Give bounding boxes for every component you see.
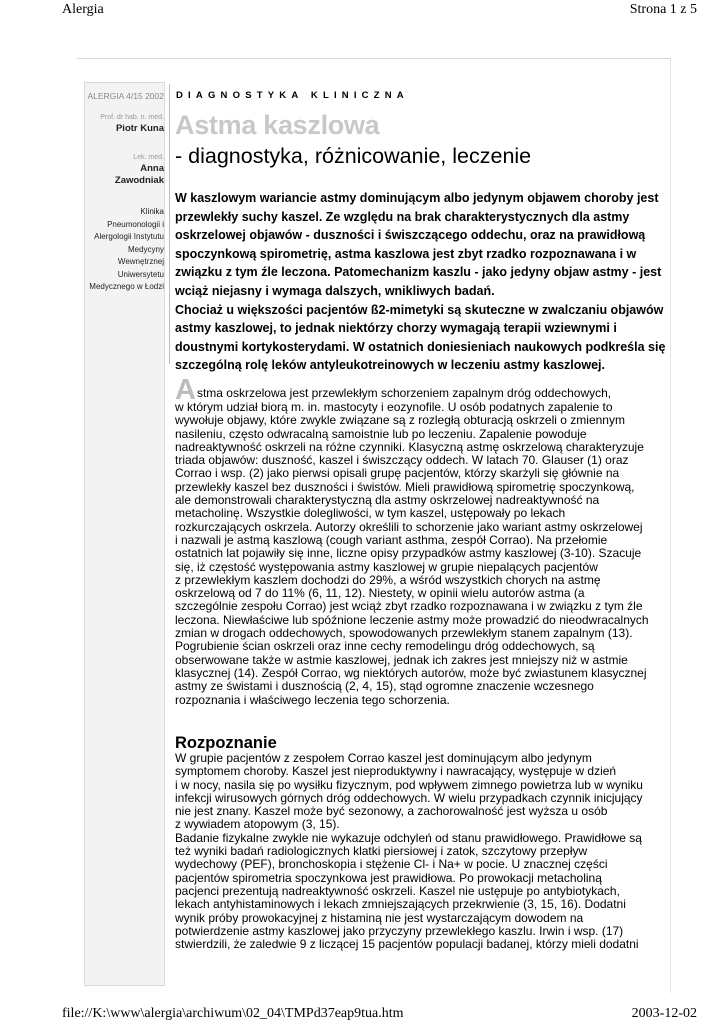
body-line: potwierdzenie astmy kaszlowej jako przyczyny przewlekłego kaszlu. Irwin i wsp. (17) xyxy=(175,923,624,938)
body-line: stma oskrzelowa jest przewlekłym schorzeniem zapalnym dróg oddechowych, xyxy=(196,386,612,400)
body-line: ostatnich lat pojawiły się inne, liczne opisy przypadków astmy kaszlowej (3-10). Szacuje xyxy=(175,546,642,561)
body-line: z wywiadem atopowym (3, 15). xyxy=(175,817,340,832)
body-line: pacjenci prezentują nadreaktywność oskrzeli. Kaszel nie ustępuje po antybiotykach, xyxy=(175,883,620,898)
author1-name: Piotr Kuna xyxy=(115,123,164,134)
body-line: rozkurczających oskrzela. Autorzy określili to schorzenie jako wariant astmy oskrzelowej xyxy=(175,519,643,534)
body-line: triada objawów: duszność, kaszel i świszczący oddech. W latach 70. Glauser (1) oraz xyxy=(175,453,629,468)
body-line: nasileniu, często odwracalną samoistnie lub po leczeniu. Zapalenie powoduje xyxy=(175,426,587,441)
body-line: oskrzelową od 7 do 11% (6, 11, 12). Niestety, w opinii wielu autorów astma (a xyxy=(175,586,585,601)
body-line: metacholinę. Wszystkie dolegliwości, w tym kaszel, ustępowały po lekach xyxy=(175,506,566,521)
body-line: nadreaktywność oskrzeli na różne czynniki. Klasyczną astmę oskrzelową charakteryzuje xyxy=(175,439,644,454)
abstract-line: spoczynkową spirometrię, astma kaszlowa jest zbyt rzadko rozpoznawana i w xyxy=(175,246,637,261)
article-body-diagnosis xyxy=(175,752,667,951)
abstract-line: związku z tym źle leczona. Patomechanizm kaszlu - jako jedyny objaw astmy - jest xyxy=(175,265,662,280)
abstract-line: wciąż niejasny i wymaga dalszych, wnikliwych badań. xyxy=(175,283,495,298)
body-line: obserwowane także w astmie kaszlowej, jednak ich zakres jest mniejszy niż w astmie xyxy=(175,652,628,667)
body-line: wynik próby prowokacyjnej z histaminą nie jest wystarczającym dowodem na xyxy=(175,910,584,925)
body-line: leczona. Niewłaściwe lub spóźnione leczenie astmy może prowadzić do nieodwracalnych xyxy=(175,612,649,627)
affiliation-line: Klinika xyxy=(140,207,164,216)
author2-name-line: Zawodniak xyxy=(114,175,164,186)
abstract-line: W kaszlowym wariancie astmy dominującym albo jedynym objawem choroby jest xyxy=(175,191,659,205)
article-abstract xyxy=(175,189,667,375)
body-line: lekach antyhistaminowych i lekach zmniejszających przekrwienie (3, 15, 16). Dodatni xyxy=(175,897,626,912)
affiliation-line: Wewnętrznej xyxy=(117,257,164,266)
abstract-line: astmy kaszlowej, to jednak niektórzy chorzy wymagają terapii wziewnymi i xyxy=(175,321,617,336)
abstract-line: oskrzelowej objawów - duszności i świszczącego oddechu, oraz na prawidłową xyxy=(175,228,646,243)
body-line: nie jest znany. Kaszel może być sezonowy, a zachorowalność jest wyższa u osób xyxy=(175,804,608,819)
section-heading-rozpoznanie: Rozpoznanie xyxy=(175,734,277,752)
body-line: rozpoznania i właściwego leczenia tego schorzenia. xyxy=(175,692,450,707)
body-line: z przewlekłym kaszlem dochodzi do 29%, a wśród wszystkich chorych na astmę xyxy=(175,572,601,587)
author2-degree: Lek. med. xyxy=(133,154,164,161)
body-line: się, iż częstość występowania astmy kaszlowej w grupie niepalących pacjentów xyxy=(175,559,598,574)
browser-footer-path: file://K:\www\alergia\archiwum\02_04\TMPd37eap9tua.htm xyxy=(62,1006,404,1021)
abstract-line: Chociaż u większości pacjentów ß2-mimetyki są skuteczne w zwalczaniu objawów xyxy=(175,302,664,317)
body-line: szczególnie zespołu Corrao) jest wciąż zbyt rzadko rozpoznawana i w związku z tym źle xyxy=(175,599,643,614)
article-subtitle: - diagnostyka, różnicowanie, leczenie xyxy=(175,144,532,168)
author2-name-line: Anna xyxy=(140,163,164,174)
author-affiliation xyxy=(80,206,164,294)
body-line: wywołuje objawy, które zwykle związane są z rozległą obturacją oskrzeli o zmiennym xyxy=(175,413,625,428)
body-line: symptomem choroby. Kaszel jest nieproduktywny i nawracający, występuje w dzień xyxy=(175,764,617,779)
body-line: W grupie pacjentów z zespołem Corrao kaszel jest dominującym albo jedynym xyxy=(175,751,592,765)
abstract-line: przewlekły suchy kaszel. Ze względu na brak charakterystycznych dla astmy xyxy=(175,209,630,224)
affiliation-line: Uniwersytetu xyxy=(117,269,164,279)
abstract-line: szczególną rolę leków antyleukotreinowych w leczeniu astmy kaszlowej. xyxy=(175,358,606,373)
affiliation-line: Pneumonologii i xyxy=(107,219,164,229)
body-line: zmian w drogach oddechowych, spowodowanych przewlekłym stanem zapalnym (13). xyxy=(175,626,633,641)
author1-degree: Prof. dr hab. n. med. xyxy=(100,114,164,121)
browser-header-page-number: Strona 1 z 5 xyxy=(629,2,697,17)
body-line: pacjentów spirometria spoczynkowa jest prawidłowa. Po prowokacji metacholiną xyxy=(175,870,602,885)
body-line: też wyniki badań radiologicznych klatki piersiowej i zatok, szczytowy przepływ xyxy=(175,844,588,859)
journal-issue: ALERGIA 4/15 2002 xyxy=(87,91,164,101)
affiliation-line: Medycyny xyxy=(127,244,164,254)
body-line: infekcji wirusowych górnych dróg oddechowych. W wielu przypadkach czynnik inicjujący xyxy=(175,790,643,805)
body-line: Pogrubienie ścian oskrzeli oraz inne cechy remodelingu dróg oddechowych, są xyxy=(175,639,595,654)
affiliation-line: Medycznego w Łodzi xyxy=(89,282,164,291)
body-line: klasycznej (14). Zespół Corrao, wg niektórych autorów, może być zwiastunem klasycznej xyxy=(175,665,647,680)
body-line: stwierdzili, że zaledwie 9 z liczącej 15 pacjentów populacji badanej, którzy mieli dodatni xyxy=(175,937,639,952)
body-line: Corrao i wsp. (2) jako pierwsi opisali grupę pacjentów, którzy skarżyli się głównie na xyxy=(175,466,620,481)
body-line: ale demonstrowali charakterystyczną dla astmy oskrzelowej nadreaktywność na xyxy=(175,493,600,508)
author2-name xyxy=(80,163,164,187)
body-line: przewlekły kaszel bez duszności i świstów. Mieli prawidłową spirometrię spoczynkową, xyxy=(175,479,635,494)
affiliation-line: Alergologii Instytutu xyxy=(94,232,164,241)
abstract-line: doustnymi kortykosterydami. W ostatnich doniesieniach naukowych podkreśla się xyxy=(175,339,666,354)
article-title: Astma kaszlowa xyxy=(175,110,380,140)
section-label: DIAGNOSTYKA KLINICZNA xyxy=(176,90,409,101)
body-line: i w nocy, nasila się po wysiłku fizycznym, pod wpływem zimnego powietrza lub w wyniku xyxy=(175,777,643,792)
browser-footer-date: 2003-12-02 xyxy=(631,1006,697,1021)
body-line: wydechowy (PEF), bronchoskopia i stężenie Cl- i Na+ w pocie. U znacznej części xyxy=(175,857,608,872)
browser-header-title: Alergia xyxy=(62,2,104,17)
body-line: Badanie fizykalne zwykle nie wykazuje odchyleń od stanu prawidłowego. Prawidłowe są xyxy=(175,830,642,845)
body-line: i nazwali je astmą kaszlową (cough variant asthma, zespół Corrao). Na przełomie xyxy=(175,532,608,547)
drop-cap: A xyxy=(175,374,196,406)
column-divider xyxy=(169,84,170,364)
body-line: w którym udział biorą m. in. mastocyty i eozynofile. U osób podatnych zapalenie to xyxy=(175,400,613,414)
article-body-intro xyxy=(175,374,667,707)
body-line: astmy ze świstami i dusznością (2, 4, 15), stąd ogromne znaczenie wczesnego xyxy=(175,679,594,694)
